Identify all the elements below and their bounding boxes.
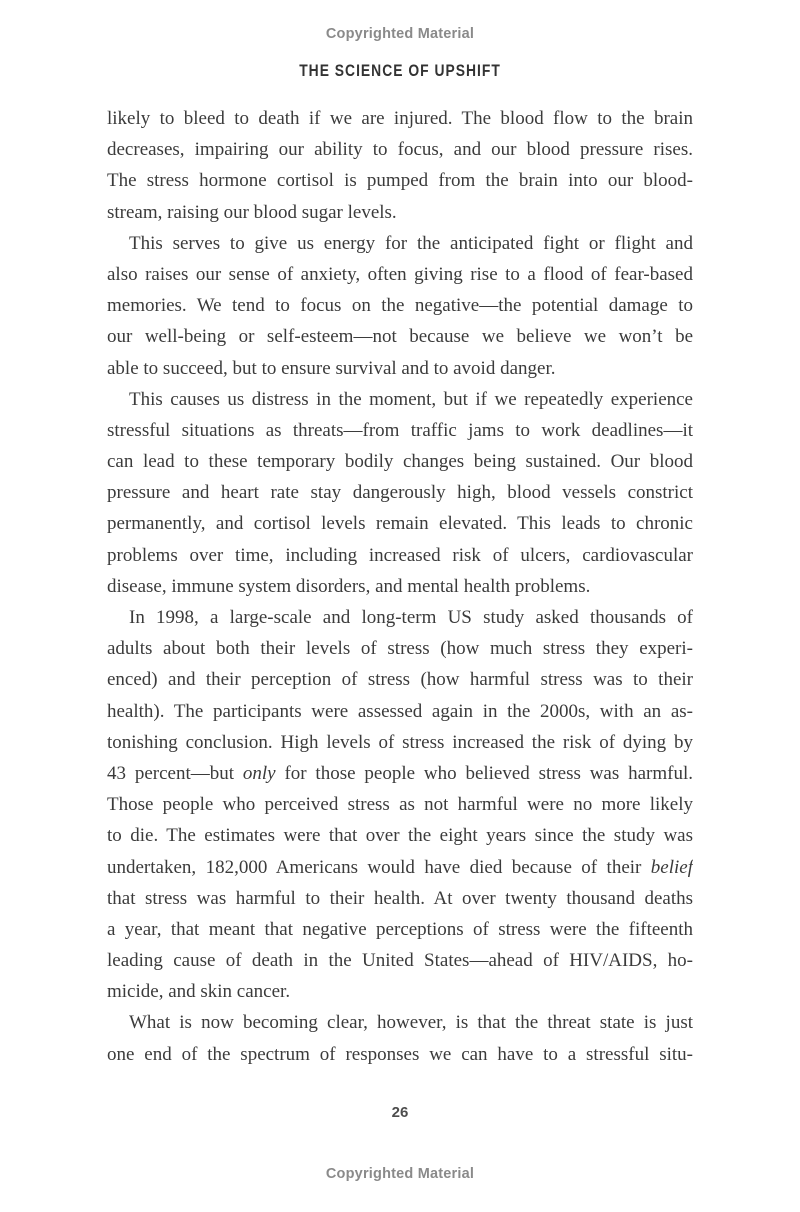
text-run: for those people who believed stress was harmful.: [275, 762, 693, 784]
text-run: health). The participants were assessed again in the 2000s, with an as-: [107, 700, 693, 722]
italic-text-run: only: [242, 762, 276, 784]
running-header: [0, 62, 800, 81]
text-run: stream, raising our blood sugar levels.: [107, 201, 397, 223]
text-run: one end of the spectrum of responses we can have to a stressful situ-: [107, 1043, 693, 1065]
text-line: [107, 165, 693, 196]
text-run: This causes us distress in the moment, but if we repeatedly experience: [129, 388, 693, 410]
paragraph: [107, 103, 693, 228]
text-line: [107, 321, 693, 352]
text-run: decreases, impairing our ability to focus, and our blood pressure rises.: [107, 139, 693, 161]
text-line: [107, 883, 693, 914]
text-line: [107, 228, 693, 259]
text-line: [107, 384, 693, 415]
text-run: What is now becoming clear, however, is that the threat state is just: [129, 1012, 693, 1034]
text-run: disease, immune system disorders, and mental health problems.: [107, 575, 591, 597]
text-line: [107, 633, 693, 664]
text-line: [107, 820, 693, 851]
text-run: problems over time, including increased risk of ulcers, cardiovascular: [107, 544, 693, 566]
text-run: a year, that meant that negative perceptions of stress were the fifteenth: [107, 918, 693, 940]
text-run: able to succeed, but to ensure survival and to avoid danger.: [107, 357, 556, 379]
page-number: 26: [391, 1104, 409, 1121]
text-line: [107, 789, 693, 820]
text-line: [107, 727, 693, 758]
text-line: [107, 1039, 693, 1070]
paragraph: [107, 1007, 693, 1069]
text-run: In 1998, a large-scale and long-term US study asked thousands of: [129, 607, 693, 628]
text-line: [107, 290, 693, 321]
text-line: [107, 415, 693, 446]
top-copyright-notice: Copyrighted Material: [325, 26, 475, 42]
text-run: to die. The estimates were that over the eight years since the study was: [107, 825, 693, 847]
text-line: [107, 976, 693, 1007]
text-line: [107, 353, 693, 384]
text-line: [107, 446, 693, 477]
text-line: [107, 602, 693, 633]
text-run: that stress was harmful to their health. At over twenty thousand deaths: [107, 887, 693, 909]
text-line: [107, 852, 693, 883]
text-run: This serves to give us energy for the anticipated fight or flight and: [129, 232, 693, 254]
text-run: our well-being or self-esteem—not because we believe we won’t be: [107, 326, 693, 348]
text-line: [107, 477, 693, 508]
text-run: also raises our sense of anxiety, often giving rise to a flood of fear-based: [107, 263, 693, 285]
text-run: pressure and heart rate stay dangerously high, blood vessels constrict: [107, 482, 693, 504]
text-line: [107, 664, 693, 695]
text-run: adults about both their levels of stress (how much stress they experi-: [107, 638, 693, 660]
text-line: [107, 103, 693, 134]
text-line: [107, 197, 693, 228]
text-run: can lead to these temporary bodily changes being sustained. Our blood: [107, 451, 693, 473]
italic-text-run: belief: [650, 856, 693, 878]
running-header-title: THE SCIENCE OF UPSHIFT: [299, 62, 501, 80]
text-run: undertaken, 182,000 Americans would have died because of their: [107, 856, 651, 878]
text-line: [107, 945, 693, 976]
body-text: [107, 103, 693, 1070]
text-run: leading cause of death in the United States—ahead of HIV/AIDS, ho-: [107, 950, 693, 972]
text-line: [107, 914, 693, 945]
text-run: permanently, and cortisol levels remain elevated. This leads to chronic: [107, 513, 693, 535]
paragraph: [107, 384, 693, 602]
text-line: [107, 571, 693, 602]
text-run: enced) and their perception of stress (how harmful stress was to their: [107, 669, 693, 691]
text-run: tonishing conclusion. High levels of stress increased the risk of dying by: [107, 731, 693, 753]
paragraph: [107, 602, 693, 1007]
text-line: [107, 1007, 693, 1038]
text-run: The stress hormone cortisol is pumped from the brain into our blood-: [107, 170, 693, 192]
text-line: [107, 134, 693, 165]
paragraph: [107, 228, 693, 384]
text-line: [107, 696, 693, 727]
text-line: [107, 758, 693, 789]
text-line: [107, 508, 693, 539]
text-run: 43 percent—but: [107, 762, 243, 784]
text-run: stressful situations as threats—from traffic jams to work deadlines—it: [107, 419, 693, 441]
text-run: Those people who perceived stress as not harmful were no more likely: [107, 794, 693, 816]
bottom-copyright-notice: Copyrighted Material: [325, 1166, 475, 1182]
text-run: micide, and skin cancer.: [107, 981, 291, 1003]
text-line: [107, 259, 693, 290]
text-run: likely to bleed to death if we are injured. The blood flow to the brain: [107, 108, 693, 129]
text-line: [107, 540, 693, 571]
text-run: memories. We tend to focus on the negative—the potential damage to: [107, 295, 693, 317]
